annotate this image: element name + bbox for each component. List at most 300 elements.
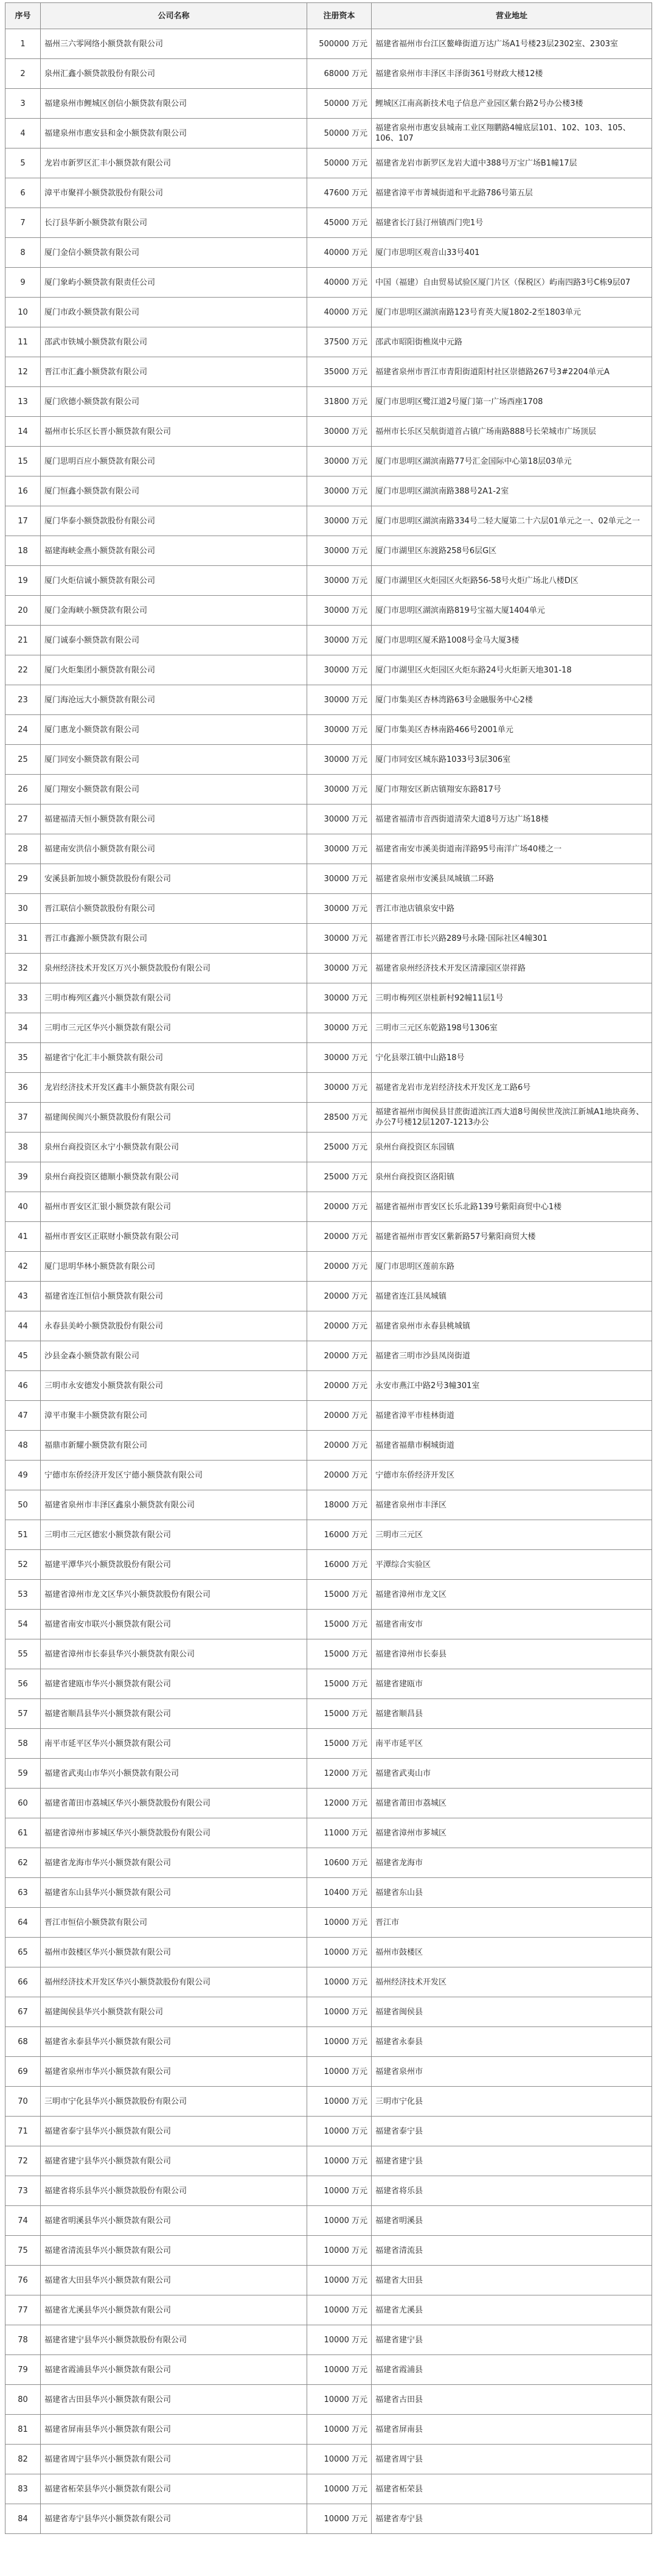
- cell-address: 福建省寿宁县: [372, 2504, 652, 2534]
- cell-capital: 10000 万元: [307, 2295, 372, 2325]
- cell-capital: 10000 万元: [307, 2146, 372, 2176]
- cell-address: 福建省武夷山市: [372, 1759, 652, 1789]
- cell-address: 三明市宁化县: [372, 2087, 652, 2117]
- cell-address: 福建省福州市台江区鳌峰街道万达广场A1号楼23层2302室、2303室: [372, 29, 652, 59]
- cell-company-name: 福建省寿宁县华兴小额贷款有限公司: [41, 2504, 307, 2534]
- table-row: [5, 89, 652, 119]
- cell-company-name: 龙岩市新罗区汇丰小额贷款有限公司: [41, 148, 307, 178]
- header-row: [5, 3, 652, 29]
- cell-address: 福建省晋江市长兴路289号永隆·国际社区4幢301: [372, 924, 652, 954]
- cell-company-name: 福建省古田县华兴小额贷款有限公司: [41, 2385, 307, 2415]
- table-row: [5, 2385, 652, 2415]
- cell-address: 福州经济技术开发区: [372, 1967, 652, 1997]
- table-row: [5, 1162, 652, 1192]
- cell-company-name: 三明市梅列区鑫兴小额贷款有限公司: [41, 983, 307, 1013]
- cell-capital: 10000 万元: [307, 1997, 372, 2027]
- cell-no: 56: [5, 1669, 41, 1699]
- cell-capital: 10000 万元: [307, 2385, 372, 2415]
- cell-address: 福建省泉州市惠安县城南工业区翔鹏路4幢底层101、102、103、105、106、107: [372, 119, 652, 148]
- table-row: [5, 357, 652, 387]
- cell-capital: 20000 万元: [307, 1222, 372, 1252]
- cell-no: 11: [5, 327, 41, 357]
- cell-company-name: 泉州经济技术开发区万兴小额贷款股份有限公司: [41, 954, 307, 983]
- cell-no: 36: [5, 1073, 41, 1103]
- cell-company-name: 福州市长乐区长晋小额贷款有限公司: [41, 417, 307, 447]
- cell-capital: 30000 万元: [307, 954, 372, 983]
- table-row: [5, 1848, 652, 1878]
- cell-no: 41: [5, 1222, 41, 1252]
- cell-company-name: 三明市三元区德宏小额贷款有限公司: [41, 1520, 307, 1550]
- table-row: [5, 1043, 652, 1073]
- cell-no: 84: [5, 2504, 41, 2534]
- table-row: [5, 2325, 652, 2355]
- cell-address: 福建省泰宁县: [372, 2117, 652, 2146]
- cell-no: 2: [5, 59, 41, 89]
- table-row: [5, 298, 652, 327]
- cell-address: 福建省福清市音西街道清荣大道8号万达广场18楼: [372, 805, 652, 834]
- cell-capital: 28500 万元: [307, 1103, 372, 1133]
- cell-capital: 10000 万元: [307, 2266, 372, 2295]
- cell-company-name: 厦门火炬集团小额贷款有限公司: [41, 655, 307, 685]
- cell-no: 27: [5, 805, 41, 834]
- cell-address: 福建省福州市晋安区长乐北路139号紫阳商贸中心1楼: [372, 1192, 652, 1222]
- cell-no: 30: [5, 894, 41, 924]
- cell-capital: 10000 万元: [307, 1967, 372, 1997]
- table-row: [5, 685, 652, 715]
- cell-capital: 30000 万元: [307, 447, 372, 476]
- cell-company-name: 三明市宁化县华兴小额贷款股份有限公司: [41, 2087, 307, 2117]
- cell-company-name: 福建省泉州市丰泽区鑫泉小额贷款有限公司: [41, 1490, 307, 1520]
- cell-company-name: 厦门惠龙小额贷款有限公司: [41, 715, 307, 745]
- cell-no: 69: [5, 2057, 41, 2087]
- cell-capital: 15000 万元: [307, 1669, 372, 1699]
- table-row: [5, 476, 652, 506]
- cell-address: 福建省连江县凤城镇: [372, 1282, 652, 1311]
- cell-capital: 10000 万元: [307, 2117, 372, 2146]
- cell-address: 福建省建宁县: [372, 2146, 652, 2176]
- cell-company-name: 福建省建瓯市华兴小额贷款有限公司: [41, 1669, 307, 1699]
- cell-no: 10: [5, 298, 41, 327]
- table-row: [5, 1431, 652, 1461]
- table-row: [5, 2474, 652, 2504]
- cell-address: 泉州台商投资区洛阳镇: [372, 1162, 652, 1192]
- cell-no: 40: [5, 1192, 41, 1222]
- table-row: [5, 834, 652, 864]
- cell-capital: 10600 万元: [307, 1848, 372, 1878]
- cell-address: 厦门市集美区杏林湾路63号金融服务中心2楼: [372, 685, 652, 715]
- cell-company-name: 福建福清天恒小额贷款有限公司: [41, 805, 307, 834]
- cell-no: 8: [5, 238, 41, 268]
- cell-company-name: 漳平市聚丰小额贷款有限公司: [41, 1401, 307, 1431]
- cell-no: 62: [5, 1848, 41, 1878]
- cell-capital: 16000 万元: [307, 1550, 372, 1580]
- cell-no: 68: [5, 2027, 41, 2057]
- cell-no: 57: [5, 1699, 41, 1729]
- cell-address: 福建省南安市溪美街道南洋路95号南洋广场40楼之一: [372, 834, 652, 864]
- cell-capital: 10000 万元: [307, 2325, 372, 2355]
- cell-capital: 30000 万元: [307, 894, 372, 924]
- cell-address: 厦门市思明区湖滨南路334号二轻大厦第二十六层01单元之一、02单元之一: [372, 506, 652, 536]
- cell-no: 12: [5, 357, 41, 387]
- cell-capital: 30000 万元: [307, 626, 372, 655]
- cell-capital: 47600 万元: [307, 178, 372, 208]
- cell-company-name: 福建闽侯县华兴小额贷款有限公司: [41, 1997, 307, 2027]
- cell-capital: 45000 万元: [307, 208, 372, 238]
- cell-capital: 10000 万元: [307, 2057, 372, 2087]
- cell-capital: 10000 万元: [307, 1938, 372, 1967]
- cell-no: 44: [5, 1311, 41, 1341]
- cell-address: 平潭综合实验区: [372, 1550, 652, 1580]
- table-row: [5, 208, 652, 238]
- table-row: [5, 2057, 652, 2087]
- cell-company-name: 厦门金海峡小额贷款有限公司: [41, 596, 307, 626]
- cell-company-name: 福建省周宁县华兴小额贷款有限公司: [41, 2445, 307, 2474]
- cell-no: 18: [5, 536, 41, 566]
- cell-no: 19: [5, 566, 41, 596]
- cell-capital: 20000 万元: [307, 1401, 372, 1431]
- cell-no: 16: [5, 476, 41, 506]
- cell-company-name: 福州市晋安区汇银小额贷款有限公司: [41, 1192, 307, 1222]
- table-row: [5, 1550, 652, 1580]
- table-header: [5, 3, 652, 29]
- cell-capital: 40000 万元: [307, 298, 372, 327]
- table-row: [5, 924, 652, 954]
- table-row: [5, 2146, 652, 2176]
- cell-company-name: 沙县金森小额贷款有限公司: [41, 1341, 307, 1371]
- cell-address: 福建省永泰县: [372, 2027, 652, 2057]
- cell-address: 福建省古田县: [372, 2385, 652, 2415]
- table-row: [5, 1729, 652, 1759]
- cell-capital: 68000 万元: [307, 59, 372, 89]
- cell-company-name: 厦门思明华林小额贷款有限公司: [41, 1252, 307, 1282]
- table-row: [5, 1133, 652, 1162]
- cell-company-name: 福建省南安市联兴小额贷款有限公司: [41, 1610, 307, 1639]
- cell-company-name: 厦门翔安小额贷款有限公司: [41, 775, 307, 805]
- cell-address: 三明市三元区东乾路198号1306室: [372, 1013, 652, 1043]
- cell-capital: 500000 万元: [307, 29, 372, 59]
- cell-capital: 30000 万元: [307, 834, 372, 864]
- table-row: [5, 1252, 652, 1282]
- cell-address: 福建省泉州市丰泽区丰泽街361号财政大楼12楼: [372, 59, 652, 89]
- table-row: [5, 1699, 652, 1729]
- cell-no: 28: [5, 834, 41, 864]
- cell-company-name: 厦门恒鑫小额贷款有限公司: [41, 476, 307, 506]
- cell-no: 71: [5, 2117, 41, 2146]
- cell-address: 福建省闽侯县: [372, 1997, 652, 2027]
- cell-capital: 40000 万元: [307, 238, 372, 268]
- cell-no: 38: [5, 1133, 41, 1162]
- cell-capital: 20000 万元: [307, 1311, 372, 1341]
- cell-address: 福建省三明市沙县凤岗街道: [372, 1341, 652, 1371]
- header-name: 公司名称: [41, 3, 307, 29]
- table-row: [5, 1520, 652, 1550]
- table-row: [5, 894, 652, 924]
- cell-no: 24: [5, 715, 41, 745]
- cell-address: 福建省福州市晋安区紫新路57号紫阳商贸大楼: [372, 1222, 652, 1252]
- cell-capital: 30000 万元: [307, 924, 372, 954]
- table-row: [5, 2176, 652, 2206]
- cell-company-name: 福建省建宁县华兴小额贷款股份有限公司: [41, 2325, 307, 2355]
- cell-address: 福建省漳州市长泰县: [372, 1639, 652, 1669]
- cell-company-name: 晋江市鑫源小额贷款有限公司: [41, 924, 307, 954]
- cell-capital: 20000 万元: [307, 1461, 372, 1490]
- cell-company-name: 泉州汇鑫小额贷款股份有限公司: [41, 59, 307, 89]
- cell-company-name: 福建省大田县华兴小额贷款有限公司: [41, 2266, 307, 2295]
- cell-address: 福建省福州市闽侯县甘蔗街道滨江西大道8号闽侯世茂滨江新城A1地块商务、办公7号楼12层1207-1213办公: [372, 1103, 652, 1133]
- cell-address: 福建省将乐县: [372, 2176, 652, 2206]
- cell-address: 厦门市思明区湖滨南路123号育英大厦1802-2至1803单元: [372, 298, 652, 327]
- cell-capital: 18000 万元: [307, 1490, 372, 1520]
- cell-no: 72: [5, 2146, 41, 2176]
- company-table: [5, 2, 652, 2534]
- cell-capital: 12000 万元: [307, 1759, 372, 1789]
- cell-company-name: 福建闽侯闽兴小额贷款股份有限公司: [41, 1103, 307, 1133]
- cell-no: 64: [5, 1908, 41, 1938]
- cell-no: 76: [5, 2266, 41, 2295]
- cell-capital: 10000 万元: [307, 2474, 372, 2504]
- cell-address: 福建省泉州市丰泽区: [372, 1490, 652, 1520]
- cell-address: 福建省霞浦县: [372, 2355, 652, 2385]
- cell-no: 31: [5, 924, 41, 954]
- cell-company-name: 厦门思明百应小额贷款有限公司: [41, 447, 307, 476]
- cell-capital: 37500 万元: [307, 327, 372, 357]
- cell-capital: 20000 万元: [307, 1371, 372, 1401]
- cell-company-name: 厦门火炬信诚小额贷款有限公司: [41, 566, 307, 596]
- cell-capital: 20000 万元: [307, 1431, 372, 1461]
- cell-address: 厦门市思明区湖滨南路77号汇金国际中心第18层03单元: [372, 447, 652, 476]
- cell-company-name: 福建平潭华兴小额贷款股份有限公司: [41, 1550, 307, 1580]
- table-row: [5, 954, 652, 983]
- cell-company-name: 厦门欣德小额贷款有限公司: [41, 387, 307, 417]
- cell-no: 33: [5, 983, 41, 1013]
- cell-no: 53: [5, 1580, 41, 1610]
- table-row: [5, 2415, 652, 2445]
- cell-capital: 25000 万元: [307, 1133, 372, 1162]
- cell-capital: 50000 万元: [307, 148, 372, 178]
- cell-company-name: 福建省连江恒信小额贷款有限公司: [41, 1282, 307, 1311]
- cell-address: 晋江市池店镇泉安中路: [372, 894, 652, 924]
- cell-no: 50: [5, 1490, 41, 1520]
- cell-address: 福建省大田县: [372, 2266, 652, 2295]
- table-row: [5, 745, 652, 775]
- cell-capital: 10000 万元: [307, 2087, 372, 2117]
- cell-address: 永安市燕江中路2号3幢301室: [372, 1371, 652, 1401]
- cell-address: 福建省南安市: [372, 1610, 652, 1639]
- cell-capital: 15000 万元: [307, 1729, 372, 1759]
- cell-no: 4: [5, 119, 41, 148]
- cell-company-name: 福建海峡金燕小额贷款有限公司: [41, 536, 307, 566]
- table-row: [5, 626, 652, 655]
- table-row: [5, 417, 652, 447]
- table-row: [5, 327, 652, 357]
- table-row: [5, 1192, 652, 1222]
- cell-address: 福建省龙岩市龙岩经济技术开发区龙工路6号: [372, 1073, 652, 1103]
- cell-company-name: 漳平市聚祥小额贷款股份有限公司: [41, 178, 307, 208]
- cell-address: 福建省尤溪县: [372, 2295, 652, 2325]
- cell-capital: 11000 万元: [307, 1818, 372, 1848]
- cell-capital: 30000 万元: [307, 506, 372, 536]
- cell-no: 39: [5, 1162, 41, 1192]
- cell-company-name: 宁德市东侨经济开发区宁德小额贷款有限公司: [41, 1461, 307, 1490]
- cell-address: 泉州台商投资区东园镇: [372, 1133, 652, 1162]
- cell-capital: 30000 万元: [307, 596, 372, 626]
- cell-no: 17: [5, 506, 41, 536]
- cell-address: 福建省建宁县: [372, 2325, 652, 2355]
- table-row: [5, 2295, 652, 2325]
- table-row: [5, 1789, 652, 1818]
- table-row: [5, 238, 652, 268]
- cell-no: 63: [5, 1878, 41, 1908]
- cell-capital: 10000 万元: [307, 2504, 372, 2534]
- cell-company-name: 泉州台商投资区永宁小额贷款有限公司: [41, 1133, 307, 1162]
- cell-no: 34: [5, 1013, 41, 1043]
- cell-address: 厦门市思明区莲前东路: [372, 1252, 652, 1282]
- cell-capital: 30000 万元: [307, 566, 372, 596]
- cell-address: 鲤城区江南高新技术电子信息产业园区紫台路2号办公楼3楼: [372, 89, 652, 119]
- cell-company-name: 龙岩经济技术开发区鑫丰小额贷款有限公司: [41, 1073, 307, 1103]
- cell-capital: 30000 万元: [307, 1013, 372, 1043]
- cell-address: 福建省漳平市菁城街道和平北路786号第五层: [372, 178, 652, 208]
- cell-address: 福建省屏南县: [372, 2415, 652, 2445]
- table-row: [5, 536, 652, 566]
- cell-company-name: 福建省清流县华兴小额贷款有限公司: [41, 2236, 307, 2266]
- cell-company-name: 厦门华泰小额贷款股份有限公司: [41, 506, 307, 536]
- cell-company-name: 南平市延平区华兴小额贷款有限公司: [41, 1729, 307, 1759]
- table-row: [5, 1967, 652, 1997]
- cell-address: 福建省漳州市芗城区: [372, 1818, 652, 1848]
- cell-capital: 20000 万元: [307, 1341, 372, 1371]
- cell-address: 厦门市思明区湖滨南路388号2A1-2室: [372, 476, 652, 506]
- cell-company-name: 福建泉州市惠安县和金小额贷款有限公司: [41, 119, 307, 148]
- table-row: [5, 1639, 652, 1669]
- cell-company-name: 邵武市铁城小额贷款有限公司: [41, 327, 307, 357]
- cell-no: 80: [5, 2385, 41, 2415]
- cell-company-name: 厦门金信小额贷款有限公司: [41, 238, 307, 268]
- cell-address: 三明市三元区: [372, 1520, 652, 1550]
- cell-capital: 50000 万元: [307, 119, 372, 148]
- cell-no: 13: [5, 387, 41, 417]
- table-row: [5, 1908, 652, 1938]
- cell-capital: 15000 万元: [307, 1610, 372, 1639]
- cell-company-name: 福建泉州市鲤城区创信小额贷款有限公司: [41, 89, 307, 119]
- table-row: [5, 178, 652, 208]
- header-capital: 注册资本: [307, 3, 372, 29]
- cell-address: 福建省顺昌县: [372, 1699, 652, 1729]
- cell-capital: 50000 万元: [307, 89, 372, 119]
- cell-company-name: 福建省漳州市龙文区华兴小额贷款股份有限公司: [41, 1580, 307, 1610]
- table-row: [5, 1938, 652, 1967]
- cell-capital: 30000 万元: [307, 685, 372, 715]
- cell-capital: 20000 万元: [307, 1252, 372, 1282]
- cell-no: 43: [5, 1282, 41, 1311]
- cell-no: 14: [5, 417, 41, 447]
- cell-address: 宁化县翠江镇中山路18号: [372, 1043, 652, 1073]
- cell-capital: 30000 万元: [307, 745, 372, 775]
- cell-company-name: 厦门同安小额贷款有限公司: [41, 745, 307, 775]
- cell-company-name: 福建省漳州市芗城区华兴小额贷款股份有限公司: [41, 1818, 307, 1848]
- cell-capital: 30000 万元: [307, 983, 372, 1013]
- cell-address: 厦门市思明区湖滨南路819号宝福大厦1404单元: [372, 596, 652, 626]
- cell-no: 79: [5, 2355, 41, 2385]
- cell-company-name: 晋江联信小额贷款股份有限公司: [41, 894, 307, 924]
- cell-address: 福建省东山县: [372, 1878, 652, 1908]
- cell-capital: 30000 万元: [307, 417, 372, 447]
- cell-address: 宁德市东侨经济开发区: [372, 1461, 652, 1490]
- cell-company-name: 福建省泰宁县华兴小额贷款有限公司: [41, 2117, 307, 2146]
- cell-no: 67: [5, 1997, 41, 2027]
- cell-address: 福建省莆田市荔城区: [372, 1789, 652, 1818]
- cell-company-name: 安溪县新加坡小额贷款股份有限公司: [41, 864, 307, 894]
- table-row: [5, 566, 652, 596]
- cell-capital: 30000 万元: [307, 715, 372, 745]
- table-row: [5, 2266, 652, 2295]
- cell-address: 福建省泉州市安溪县凤城镇二环路: [372, 864, 652, 894]
- cell-address: 福建省柘荣县: [372, 2474, 652, 2504]
- cell-company-name: 福州市晋安区正联财小额贷款有限公司: [41, 1222, 307, 1252]
- table-row: [5, 1878, 652, 1908]
- table-row: [5, 983, 652, 1013]
- cell-company-name: 福建省武夷山市华兴小额贷款有限公司: [41, 1759, 307, 1789]
- cell-no: 22: [5, 655, 41, 685]
- table-row: [5, 447, 652, 476]
- cell-no: 82: [5, 2445, 41, 2474]
- cell-no: 83: [5, 2474, 41, 2504]
- cell-company-name: 福鼎市新耀小额贷款有限公司: [41, 1431, 307, 1461]
- cell-company-name: 晋江市汇鑫小额贷款有限公司: [41, 357, 307, 387]
- cell-capital: 30000 万元: [307, 655, 372, 685]
- table-row: [5, 596, 652, 626]
- cell-company-name: 福州市鼓楼区华兴小额贷款有限公司: [41, 1938, 307, 1967]
- cell-company-name: 福建省永泰县华兴小额贷款有限公司: [41, 2027, 307, 2057]
- cell-capital: 10000 万元: [307, 2415, 372, 2445]
- cell-no: 61: [5, 1818, 41, 1848]
- cell-capital: 30000 万元: [307, 1073, 372, 1103]
- table-row: [5, 655, 652, 685]
- table-row: [5, 1282, 652, 1311]
- cell-address: 厦门市思明区鹭江道2号厦门第一广场西座1708: [372, 387, 652, 417]
- cell-no: 35: [5, 1043, 41, 1073]
- cell-company-name: 福建南安洪信小额贷款有限公司: [41, 834, 307, 864]
- cell-capital: 25000 万元: [307, 1162, 372, 1192]
- cell-no: 15: [5, 447, 41, 476]
- cell-company-name: 三明市三元区华兴小额贷款有限公司: [41, 1013, 307, 1043]
- cell-address: 福建省龙海市: [372, 1848, 652, 1878]
- cell-no: 37: [5, 1103, 41, 1133]
- cell-no: 81: [5, 2415, 41, 2445]
- cell-no: 48: [5, 1431, 41, 1461]
- cell-no: 77: [5, 2295, 41, 2325]
- cell-address: 福建省泉州经济技术开发区清濛园区崇祥路: [372, 954, 652, 983]
- table-row: [5, 1580, 652, 1610]
- cell-address: 福建省泉州市永春县桃城镇: [372, 1311, 652, 1341]
- cell-capital: 15000 万元: [307, 1699, 372, 1729]
- cell-address: 南平市延平区: [372, 1729, 652, 1759]
- cell-company-name: 福建省宁化汇丰小额贷款有限公司: [41, 1043, 307, 1073]
- cell-company-name: 福建省漳州市长泰县华兴小额贷款有限公司: [41, 1639, 307, 1669]
- table-row: [5, 2355, 652, 2385]
- cell-address: 晋江市: [372, 1908, 652, 1938]
- cell-no: 70: [5, 2087, 41, 2117]
- table-row: [5, 148, 652, 178]
- table-row: [5, 715, 652, 745]
- cell-company-name: 福建省柘荣县华兴小额贷款有限公司: [41, 2474, 307, 2504]
- cell-address: 中国（福建）自由贸易试验区厦门片区（保税区）屿南四路3号C栋9层07: [372, 268, 652, 298]
- table-row: [5, 1013, 652, 1043]
- cell-no: 20: [5, 596, 41, 626]
- cell-no: 55: [5, 1639, 41, 1669]
- cell-no: 60: [5, 1789, 41, 1818]
- header-address: 营业地址: [372, 3, 652, 29]
